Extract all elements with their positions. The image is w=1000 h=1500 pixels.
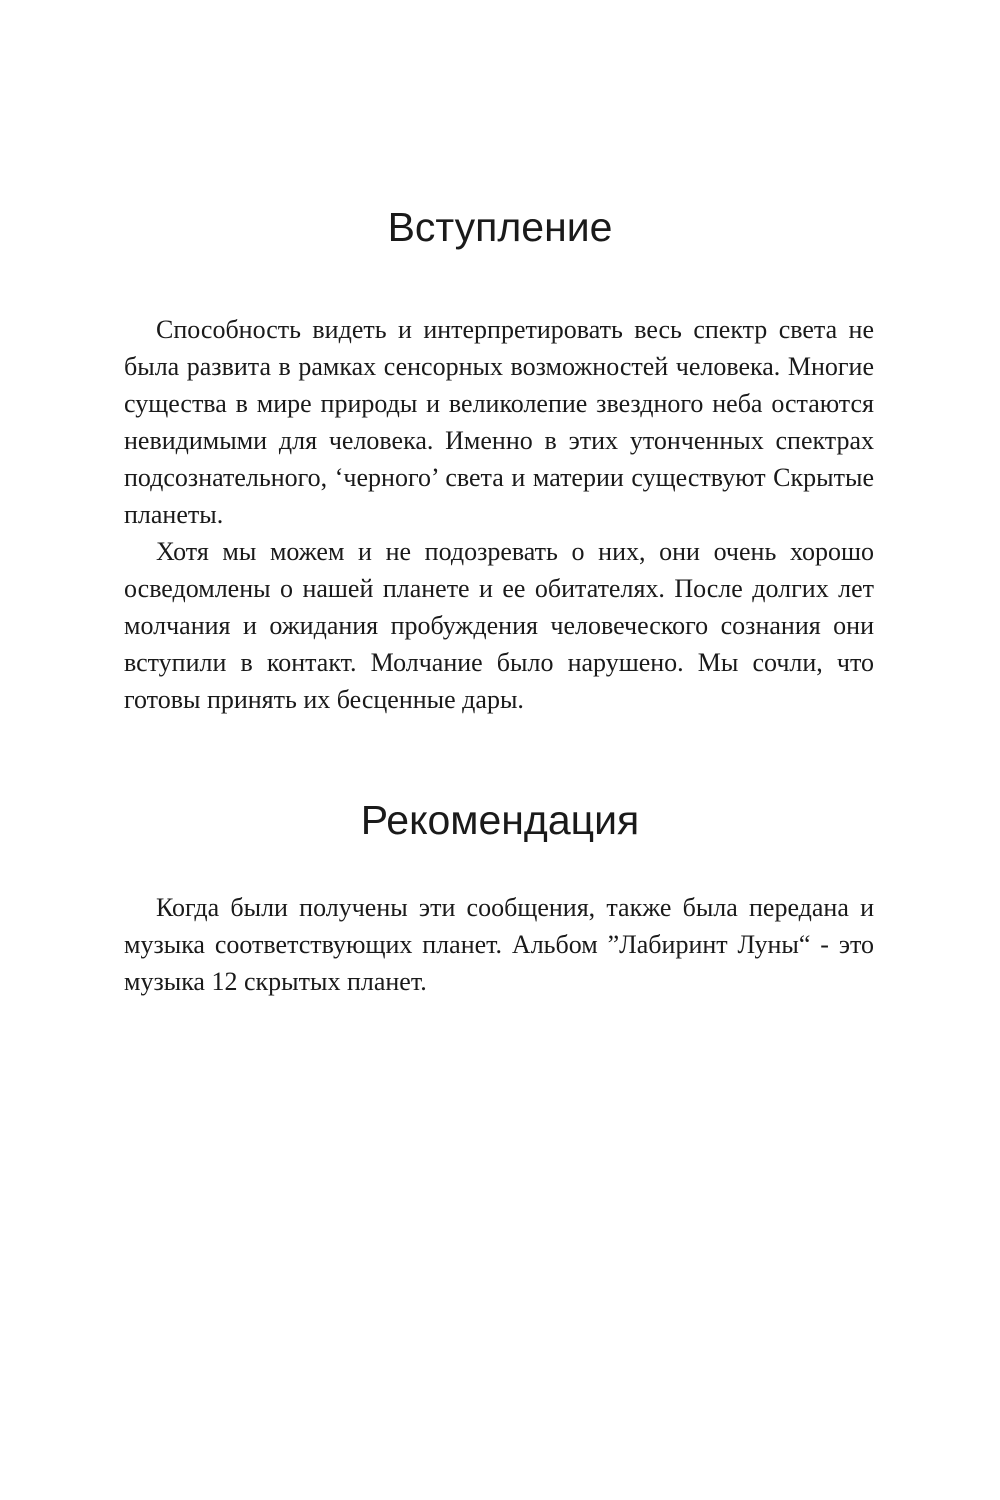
paragraph: Способность видеть и интерпретировать весь спектр света не была развита в рамках сенсорных возможностей человека. Многие существа в мире природы и великолепие звездного неба остаются невидимыми для человека. Именно в этих утонченных спектрах подсознательного, ‘черного’ света и материи существуют Скрытые планеты. (124, 315, 874, 529)
paragraph: Хотя мы можем и не подозревать о них, они очень хорошо осведомлены о нашей планете и ее обитателях. После долгих лет молчания и ожидания пробуждения человеческого сознания они вступили в контакт. Молчание было нарушено. Мы сочли, что готовы принять их бесценные дары. (124, 537, 874, 714)
paragraph: Когда были получены эти сообщения, также была передана и музыка соответствующих планет. Альбом ”Лабиринт Луны“ - это музыка 12 скрытых планет. (124, 893, 874, 996)
section-body-intro (124, 311, 874, 718)
section-title-recommendation: Рекомендация (360, 797, 640, 843)
section-title-intro: Вступление (387, 204, 613, 250)
section-body-recommendation (124, 889, 874, 1000)
